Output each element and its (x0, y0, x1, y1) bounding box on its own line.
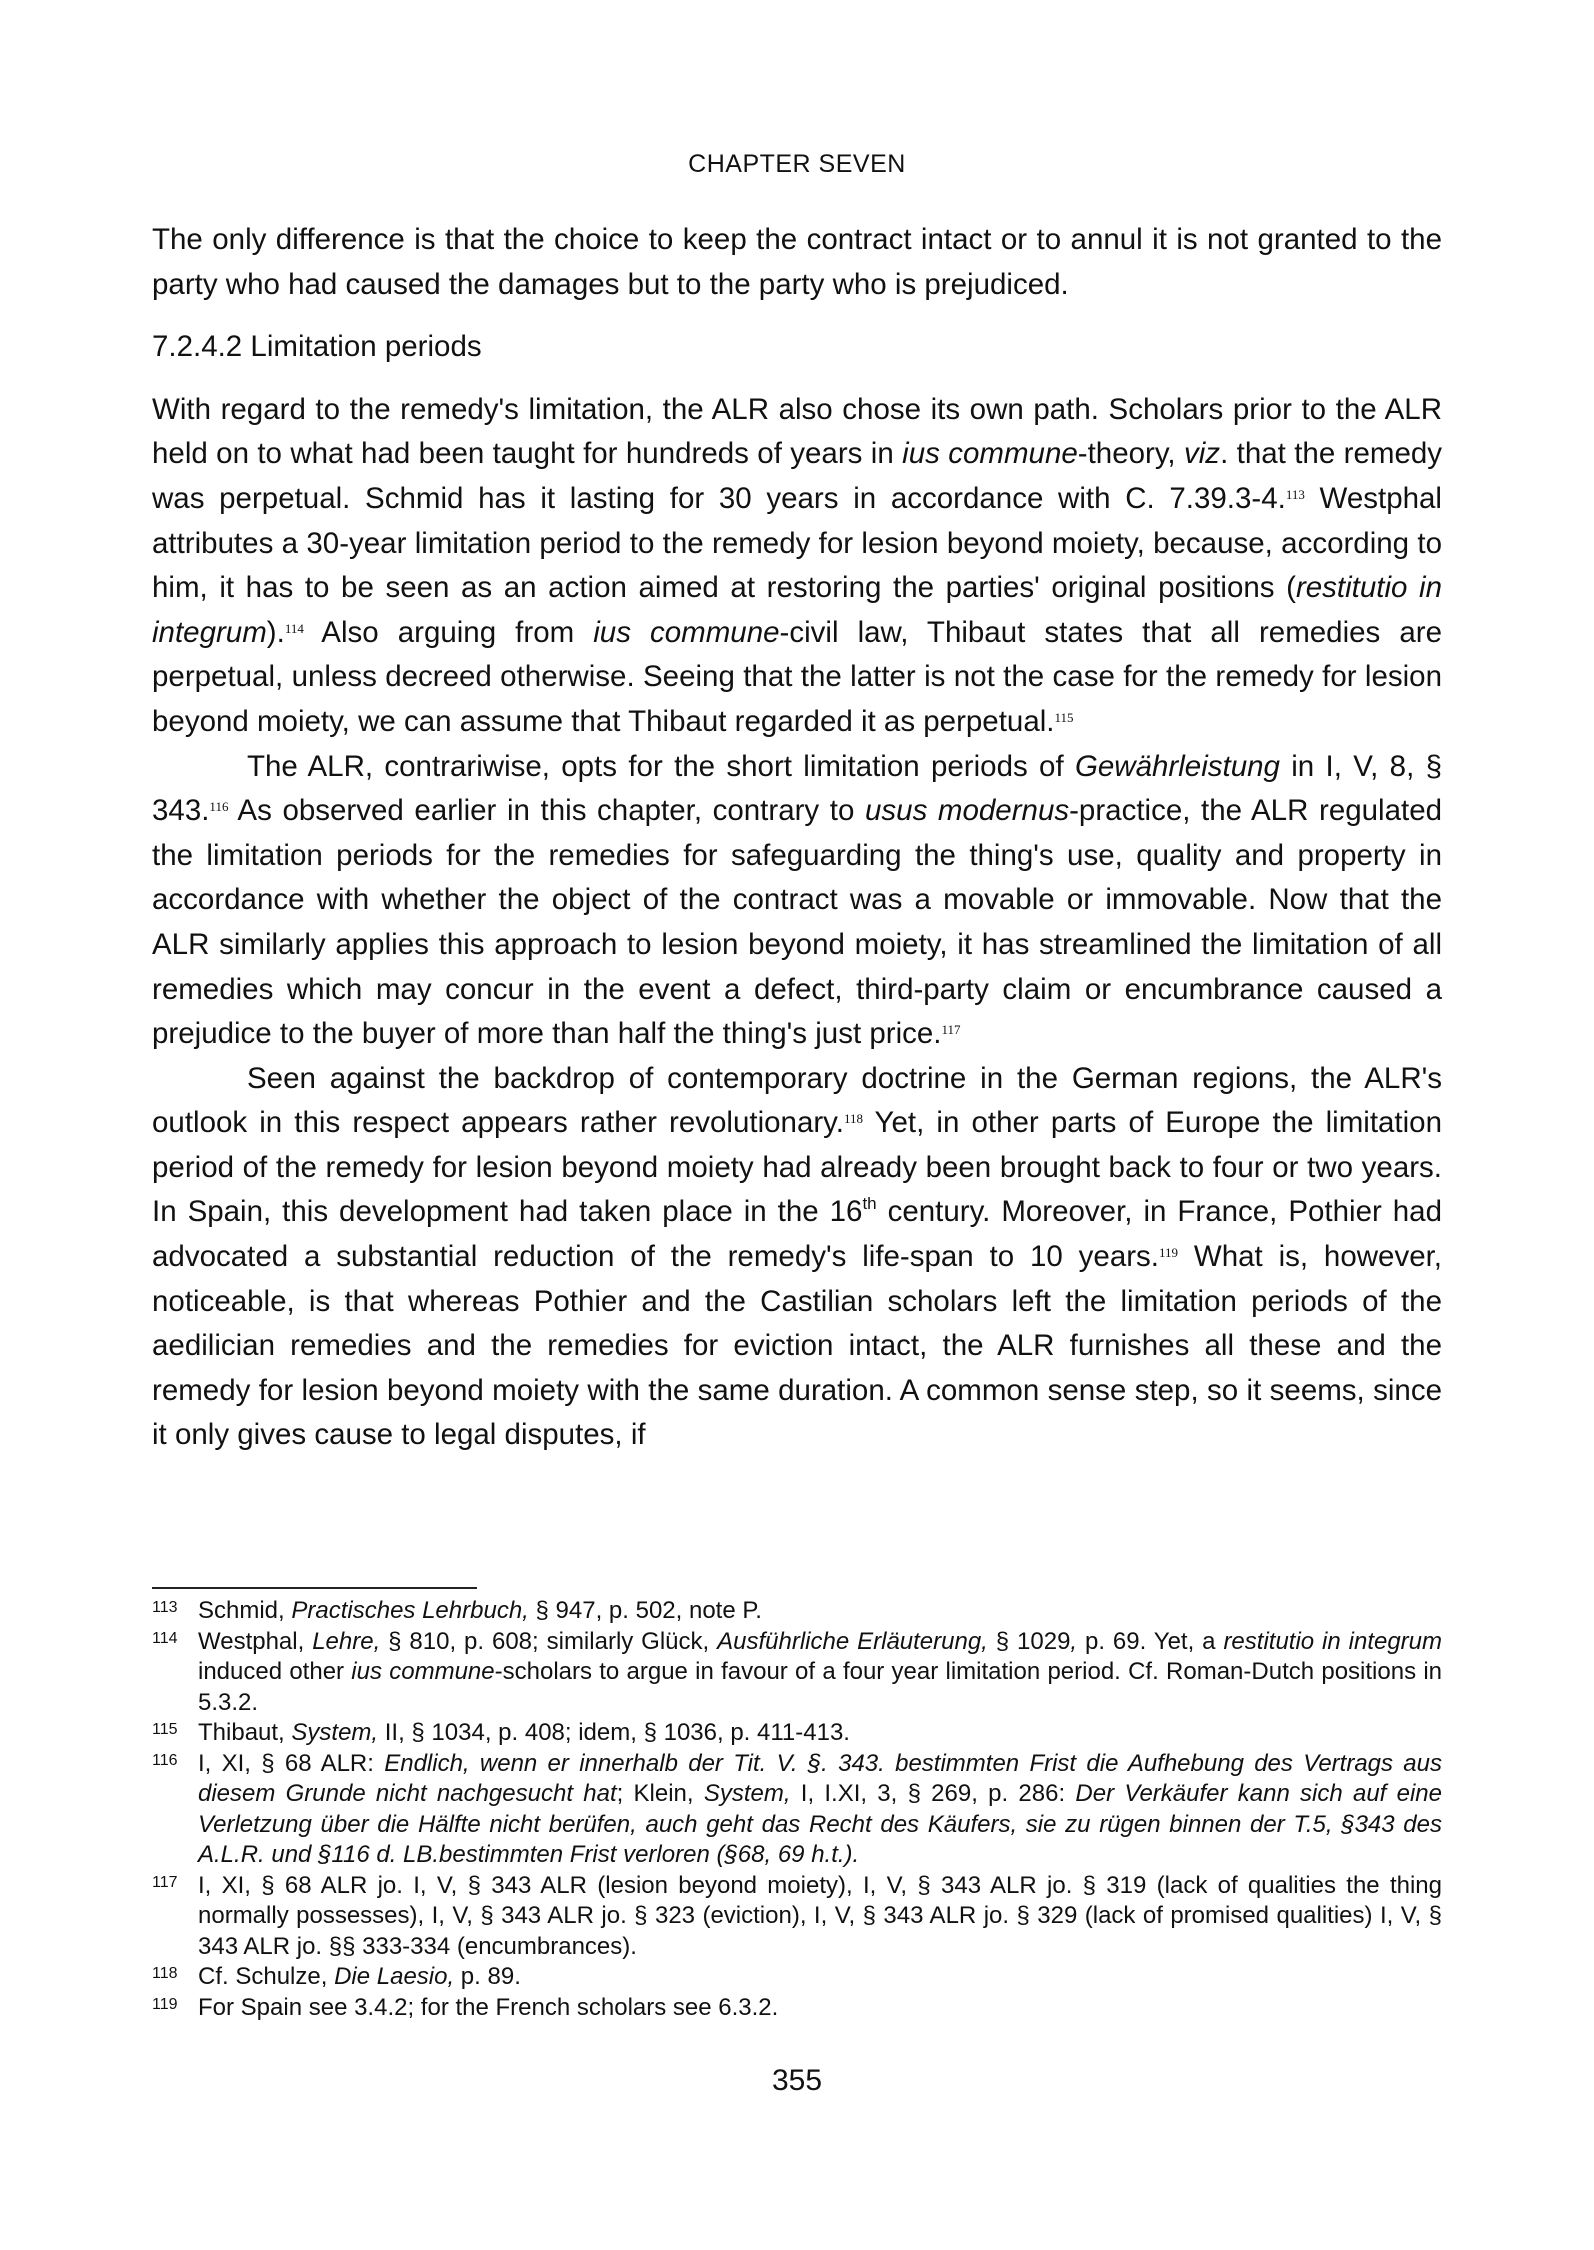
text-run: With regard to the remedy's limitation, the ALR also chose its own path. Scholars prior to the ALR held on to what had been taught for hundreds of years in (152, 392, 1442, 471)
text-run: Schmid, (198, 1597, 292, 1624)
text-run: -scholars to argue in favour of a four year limitation period. Cf. Roman-Dutch positions in 5.3.2. (198, 1658, 1443, 1716)
text-run: Also arguing from (303, 615, 594, 649)
text-run: p. 69. Yet, a (1077, 1627, 1224, 1655)
footnote (152, 1749, 1442, 1871)
text-run: For Spain see 3.4.2; for the French scholars see 6.3.2. (198, 1993, 779, 2021)
footnote-reference: 113 (1285, 486, 1305, 502)
ordinal-suffix: th (862, 1194, 877, 1214)
footnote-number: 116 (152, 1751, 178, 1769)
italic-text: usus modernus (865, 794, 1070, 828)
text-run: I, XI, § 68 ALR: (198, 1749, 385, 1777)
footnote (152, 1993, 1442, 2024)
italic-text: ius commune (593, 615, 780, 649)
text-run: -theory, (1077, 437, 1184, 471)
footnote-separator (152, 1587, 477, 1589)
footnote-reference: 115 (1054, 709, 1074, 725)
footnote (152, 1627, 1442, 1719)
text-run: The ALR, contrariwise, opts for the short limitation periods of (247, 749, 1075, 783)
text-run: Yet, in other parts of Europe the limitation period of the remedy for lesion beyond moiety had already been brought back to four or two years. In Spain, this development had taken place in the 16 (152, 1106, 1442, 1229)
footnote (152, 1596, 1442, 1627)
text-run: induced other (198, 1658, 352, 1685)
footnote-reference: 119 (1159, 1245, 1179, 1261)
text-run: § 810, p. 608; similarly Glück, (380, 1627, 718, 1655)
text-run: What is, however, noticeable, is that whereas Pothier and the Castilian scholars left the limitation periods of the aedilician remedies and the remedies for eviction intact, the ALR furnishes all these and the remedy for lesion beyond moiety with the same duration. A common sense step, so it seems, since it only gives cause to legal disputes, if (152, 1240, 1442, 1452)
footnote (152, 1962, 1442, 1993)
text-run: in I, V, 8, § 343. (152, 749, 1442, 828)
italic-text: restitutio in integrum (1223, 1627, 1443, 1655)
footnote (152, 1718, 1442, 1749)
italic-text: System, (291, 1719, 379, 1746)
text-run: p. 89. (454, 1963, 521, 1990)
main-text (152, 218, 1442, 1458)
text-run: ). (266, 615, 285, 649)
italic-text: Der Verkäufer kann sich auf eine Verletzung über die Hälfte nicht berüfen, auch geht das Recht des Käufers, sie zu rügen binnen der T.5, §343 des A.L.R. und §116 d. LB.bestimmten Frist verloren (§68, 69 h.t.). (198, 1780, 1442, 1868)
text-run: Seen against the backdrop of contemporary doctrine in the German regions, the ALR's outlook in this respect appears rather revolutionary. (152, 1061, 1442, 1140)
text-run: Cf. Schulze, (198, 1963, 335, 1990)
footnote-reference: 116 (209, 799, 229, 815)
text-run: 7.2.4.2 Limitation periods (152, 330, 482, 364)
text-run: The only difference is that the choice to keep the contract intact or to annul it is not granted to the party who had caused the damages but to the party who is prejudiced. (152, 223, 1442, 301)
footnote-number: 114 (152, 1629, 178, 1647)
text-run: I, I.XI, 3, § 269, p. 286: (790, 1780, 1076, 1807)
italic-text: Lehre, (312, 1627, 381, 1655)
italic-text: ius commune (351, 1658, 495, 1685)
text-run: Westphal, (198, 1627, 313, 1655)
text-run: Thibaut, (198, 1719, 292, 1746)
paragraph (152, 218, 1442, 307)
italic-text: System, (703, 1780, 791, 1807)
italic-text: Gewährleistung (1074, 749, 1280, 783)
footnote-reference: 114 (284, 620, 304, 636)
italic-text: restitutio in integrum (152, 571, 1442, 649)
footnote-number: 117 (152, 1873, 178, 1891)
footnote-number: 119 (152, 1995, 178, 2013)
text-run: -civil law, Thibaut states that all remedies are perpetual, unless decreed otherwise. Seeing that the latter is not the case for the remedy for lesion beyond moiety, we can assume that Thibaut regarded it as perpetual. (152, 615, 1442, 738)
text-run: -practice, the ALR regulated the limitation periods for the remedies for safeguarding the thing's use, quality and property in accordance with whether the object of the contract was a movable or immovable. Now that the ALR similarly applies this approach to lesion beyond moiety, it has streamlined the limitation of all remedies which may concur in the event a defect, third-party claim or encumbrance caused a prejudice to the buyer of more than half the thing's just price. (152, 794, 1443, 1051)
footnote-number: 115 (152, 1721, 178, 1738)
footnote-number: 118 (152, 1965, 178, 1982)
text-run: century. Moreover, in France, Pothier had advocated a substantial reduction of the remedy's life-span to 10 years. (152, 1195, 1442, 1274)
page-number: 355 (771, 2064, 823, 2097)
italic-text: Endlich, wenn er innerhalb der Tit. V. §. 343. bestimmten Frist die Aufhebung des Vertrags aus diesem Grunde nicht nachgesucht hat (198, 1749, 1442, 1807)
italic-text: Ausführliche Erläuterung, (717, 1627, 988, 1655)
footnote (152, 1871, 1442, 1963)
text-run: § 1029 (987, 1627, 1071, 1655)
text-run: I, XI, § 68 ALR jo. I, V, § 343 ALR (lesion beyond moiety), I, V, § 343 ALR jo. § 319 (lack of qualities the thing normally possesses), I, V, § 343 ALR jo. § 323 (eviction), I, V, § 343 ALR jo. § 329 (lack of promised qualities) I, V, § 343 ALR jo. §§ 333-334 (encumbrances). (198, 1871, 1442, 1960)
text-run: As observed earlier in this chapter, contrary to (228, 794, 865, 828)
footnotes (152, 1596, 1442, 2023)
running-header: CHAPTER SEVEN (688, 150, 906, 178)
footnote-reference: 117 (941, 1022, 961, 1038)
footnote-number: 113 (152, 1599, 178, 1616)
paragraph (152, 388, 1442, 745)
section-heading (152, 325, 1442, 370)
text-run: § 947, p. 502, note P. (528, 1597, 762, 1624)
italic-text: Die Laesio, (334, 1963, 455, 1990)
italic-text: Practisches Lehrbuch, (291, 1597, 529, 1624)
text-run: ; Klein, (616, 1780, 704, 1807)
text-run: Westphal attributes a 30-year limitation period to the remedy for lesion beyond moiety, because, according to him, it has to be seen as an action aimed at restoring the parties' original positions ( (152, 481, 1442, 605)
text-run: . that the remedy was perpetual. Schmid has it lasting for 30 years in accordance with C. 7.39.3-4. (152, 437, 1443, 515)
text-run: II, § 1034, p. 408; idem, § 1036, p. 411-413. (378, 1719, 850, 1746)
italic-text: , (1070, 1627, 1078, 1655)
paragraph (152, 1057, 1442, 1458)
italic-text: ius commune (902, 437, 1078, 471)
italic-text: viz (1184, 437, 1221, 471)
footnote-reference: 118 (843, 1111, 863, 1127)
paragraph (152, 745, 1442, 1057)
